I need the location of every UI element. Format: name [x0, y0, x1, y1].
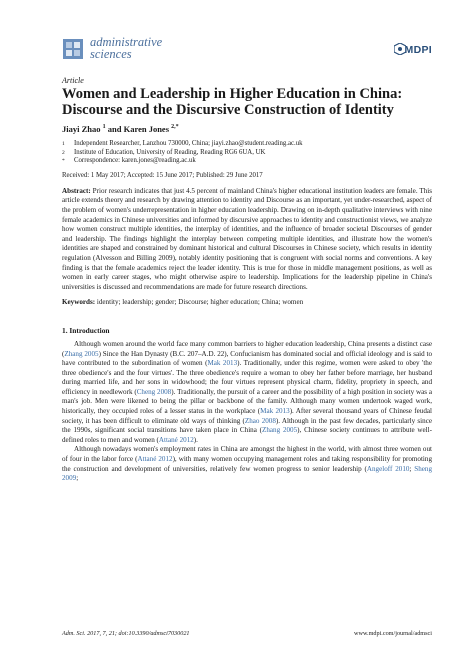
body-text-segment: ). Although in the past few decades, particularly since the 1990s, significant social transitions have taken place in China ( [62, 416, 432, 435]
publication-dates: Received: 1 May 2017; Accepted: 15 June 2017; Published: 29 June 2017 [62, 171, 263, 179]
body-text-segment: Although nowadays women's employment rates in China are amongst the highest in the world, with almost three women out of four in the labor force ( [62, 445, 432, 464]
affiliation-mark: 1 [62, 141, 65, 147]
section-heading: 1. Introduction [62, 325, 110, 335]
affiliation-item [62, 149, 432, 158]
abstract-text: Prior research indicates that just 4.5 percent of mainland China's higher educational institution leaders are female. This article extends theory and research by drawing attention to identity and Discourse as an important, yet under-researched, aspect of the problem of women's underrepresentation in higher education leadership. Drawing on in-depth qualitative interviews with nine female academics in Chinese universities and informed by discursive approaches to identity and constructionist views, we analyze how women construct multiple identities, the interplay of identities, and the influence of broader societal Discourses of gender and leadership. The findings highlight the interplay between competing multiple identities, and illustrate how the women's identities are shaped and constrained by dominant historical and cultural Discourses in Chinese society, which results in identity regulation (Alvesson and Billing 2009), notably identity positioning that is congruent with social norms and conventions. A key finding is that the female academics reject the leader identity. This is true for those in middle management positions, as well as women in early career stages, who might otherwise aspire to leadership. Implications for the leadership pipeline in China's universities is discussed and recommendations are made for future research directions. [62, 186, 432, 291]
body-text-segment: ; [76, 474, 79, 483]
footer-journal-url: www.mdpi.com/journal/admsci [354, 630, 432, 637]
affiliation-mark: 2 [62, 149, 65, 156]
citation-link[interactable]: Cheng 2008 [136, 387, 172, 396]
affiliation-text: Independent Researcher, Lanzhou 730000, China; jiayi.zhao@student.reading.ac.uk [74, 140, 303, 147]
journal-name-line1: administrative [90, 35, 163, 49]
author-list [62, 124, 432, 134]
author-name: Karen Jones [123, 124, 170, 134]
journal-name-line2: sciences [90, 47, 132, 61]
journal-header [62, 34, 432, 74]
author-affiliation-mark: 2,* [171, 124, 179, 131]
abstract-label: Abstract: [62, 186, 91, 195]
body-text-segment: Although women around the world face many common barriers to higher education leadership, China presents a distinct case ( [62, 339, 432, 358]
keywords [62, 298, 432, 308]
footer-citation: Adm. Sci. 2017, 7, 21; doi:10.3390/admsci7030021 [62, 630, 190, 637]
citation-link[interactable]: Attané 2012 [158, 435, 194, 444]
body-text-segment: ), with many women occupying management roles and taking responsibility for promoting the construction and development of universities, relatively few women progress to senior leadership ( [62, 455, 433, 473]
body-text-segment: ). Traditionally, under this regime, women were asked to obey 'the three obedience's and the four virtues'. The three obedience's require a woman to obey her father before marriage, her husband during married life, and her sons in widowhood; the four virtues represent physical charm, fidelity, propriety in speech, and efficiency in needlework ( [62, 359, 433, 396]
author-joiner: and [105, 124, 124, 134]
affiliation-mark: * [62, 158, 65, 165]
body-text-segment: ), Chinese society continues to attribute well-defined roles to men and women ( [62, 426, 432, 444]
affiliation-item [62, 140, 432, 149]
body-text-segment: ; [409, 464, 415, 473]
body-paragraph [62, 340, 432, 446]
journal-name [90, 36, 162, 60]
publisher-name: MDPI [404, 44, 432, 56]
article-type: Article [62, 76, 84, 85]
article-title: Women and Leadership in Higher Education in China: Discourse and the Discursive Construction of Identity [62, 86, 403, 118]
body-text-segment: ). [193, 435, 198, 444]
citation-link[interactable]: Sheng 2009 [62, 464, 432, 483]
citation-link[interactable]: Mak 2013 [260, 407, 290, 416]
citation-link[interactable]: Mak 2013 [207, 359, 238, 368]
citation-link[interactable]: Attané 2012 [137, 455, 173, 464]
keywords-label: Keywords: [62, 298, 96, 307]
affiliation-item [62, 157, 432, 166]
citation-link[interactable]: Angeloff 2010 [366, 464, 410, 473]
citation-link[interactable]: Zhang 2005 [262, 426, 298, 435]
keywords-text: identity; leadership; gender; Discourse; higher education; China; women [96, 298, 304, 307]
article-content [62, 76, 432, 484]
body-text-segment: ) Since the Han Dynasty (B.C. 207–A.D. 22), Confucianism has dominated social and official ideology and is said to have contributed to the subordination of women ( [62, 349, 432, 368]
body-paragraph [62, 445, 432, 483]
section-body [62, 340, 432, 484]
journal-logo-icon [62, 38, 84, 60]
abstract [62, 187, 432, 293]
affiliation-list [62, 140, 432, 166]
page-footer [62, 630, 432, 637]
body-text-segment: ). Traditionally, the pursuit of a career and the possibility of a high position in society was a man's job. Men were likened to being the pillar or backbone of the family. Although many women undertook waged work, historically, they occupied roles of a lesser status in the workplace ( [62, 387, 433, 416]
author-affiliation-mark: 1 [102, 124, 106, 131]
correspondence-text: Correspondence: karen.jones@reading.ac.uk [74, 157, 196, 165]
body-text-segment: ). After several thousand years of Chinese feudal society, it has been difficult to eliminate old ways of thinking ( [62, 407, 432, 425]
affiliation-text: Institute of Education, University of Reading, Reading RG6 6UA, UK [74, 148, 266, 156]
author-name: Jiayi Zhao [62, 124, 101, 134]
citation-link[interactable]: Zhang 2005 [64, 349, 99, 358]
citation-link[interactable]: Zhao 2008 [244, 416, 276, 425]
